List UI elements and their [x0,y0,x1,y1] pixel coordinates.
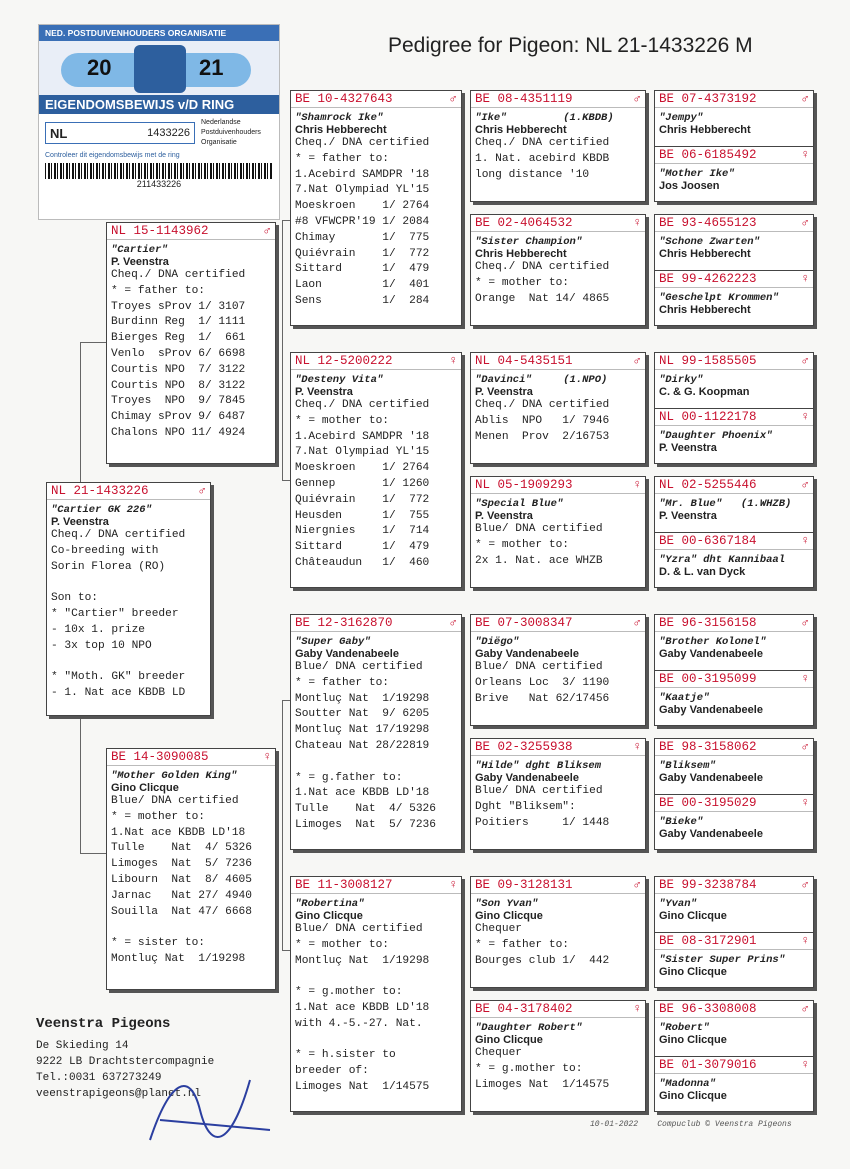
card-line: Quiévrain 1/ 772 [295,493,430,506]
pigeon-name: "Mr. Blue" (1.WHZB) [659,498,792,510]
ring-number: NL 15-1143962 [111,224,209,238]
ring-number: NL 02-5255446 [659,478,757,492]
sex-icon: ♀ [633,1002,641,1016]
sex-icon: ♂ [198,484,206,498]
card-line: - 10x 1. prize [51,623,145,636]
owner-name: Jos Joosen [659,180,720,192]
ring-number: BE 93-4655123 [659,216,757,230]
pedigree-card-gg-pair [654,1000,814,1112]
card-line: Heusden 1/ 755 [295,509,430,522]
owner-name: P. Veenstra [659,442,717,454]
card-line: Cheq./ DNA certified [111,269,246,281]
ring-number: BE 07-3008347 [475,616,573,630]
card-line [47,575,210,591]
pigeon-name: "Mother Golden King" [111,770,238,782]
card-line: Cheq./ DNA certified [475,399,610,411]
card-line: Blue/ DNA certified [295,661,423,673]
card-line: Jarnac Nat 27/ 4940 [111,889,252,902]
card-line: Montluç Nat 17/19298 [295,724,430,737]
pedigree-card-gg-pair [654,614,814,726]
ring-number: NL 12-5200222 [295,354,393,368]
ring-certificate [38,24,280,220]
card-line: 1.Acebird SAMDPR '18 [295,168,430,181]
pigeon-name: "Cartier GK 226" [51,504,152,516]
ring-number: BE 00-3195029 [659,796,757,810]
pigeon-name: "Yvan" [659,898,697,910]
card-line: * "Moth. GK" breeder [51,671,186,684]
card-line: * = father to: [111,284,205,297]
owner-name: Gaby Vandenabeele [295,648,399,660]
pigeon-name: "Yzra" dht Kannibaal [659,554,786,566]
card-line: Montluç Nat 1/19298 [111,952,246,965]
ring-number: BE 00-3195099 [659,672,757,686]
card-line: * = father to: [295,152,389,165]
card-line: * = h.sister to [295,1049,396,1062]
sex-icon: ♂ [801,478,809,492]
card-line: Cheq./ DNA certified [475,261,610,273]
card-line: * = mother to: [295,414,389,427]
sex-icon: ♂ [633,616,641,630]
ring-number: BE 07-4373192 [659,92,757,106]
sex-icon: ♂ [801,616,809,630]
sex-icon: ♀ [801,934,809,948]
card-line: long distance '10 [475,168,590,181]
card-line: Gennep 1/ 1260 [295,477,430,490]
card-line: Niergnies 1/ 714 [295,525,430,538]
card-line: Troyes sProv 1/ 3107 [111,300,246,313]
sex-icon: ♂ [801,878,809,892]
card-line: * = mother to: [295,938,389,951]
owner-name: P. Veenstra [295,386,353,398]
pedigree-card-fmm [470,476,646,588]
sex-icon: ♂ [801,92,809,106]
owner-name: Chris Hebberecht [475,248,567,260]
card-line [291,755,461,771]
card-line: Chequer [475,1047,522,1059]
owner-name: Chris Hebberecht [659,124,751,136]
card-line: Chimay sProv 9/ 6487 [111,411,246,424]
pedigree-card-mm [290,876,462,1112]
sex-icon: ♀ [801,672,809,686]
card-line: Blue/ DNA certified [475,523,603,535]
owner-name: Chris Hebberecht [295,124,387,136]
card-line: Cheq./ DNA certified [295,137,430,149]
sex-icon: ♀ [449,878,457,892]
owner-name: Chris Hebberecht [475,124,567,136]
ring-note: Controleer dit eigendomsbewijs met de ring [45,152,180,159]
owner-name: Gino Clicque [659,966,727,978]
ring-year-left: 20 [87,55,112,80]
pedigree-card-mff [470,614,646,726]
pigeon-name: "Diëgo" [475,636,520,648]
ring-number: BE 02-4064532 [475,216,573,230]
pedigree-card-gg-pair [654,90,814,202]
card-line: Souilla Nat 47/ 6668 [111,905,252,918]
pedigree-card-mmf [470,876,646,988]
card-line: * = father to: [475,938,569,951]
owner-name: P. Veenstra [475,510,533,522]
card-line: Menen Prov 2/16753 [475,430,610,443]
card-line: Montluç Nat 1/19298 [295,692,430,705]
ring-number: BE 14-3090085 [111,750,209,764]
pigeon-name: "Robert" [659,1022,710,1034]
card-line: Blue/ DNA certified [475,661,603,673]
ring-number: NL 04-5435151 [475,354,573,368]
sex-icon: ♀ [449,354,457,368]
card-line: Châteaudun 1/ 460 [295,556,430,569]
owner-name: C. & G. Koopman [659,386,750,398]
ring-side-1: Nederlandse [201,119,241,126]
pedigree-card-fff [470,90,646,202]
sex-icon: ♂ [801,354,809,368]
card-line: - 3x top 10 NPO [51,639,152,652]
card-line: Sens 1/ 284 [295,294,430,307]
ring-number: BE 09-3128131 [475,878,573,892]
owner-name: Gaby Vandenabeele [659,828,763,840]
owner-name: P. Veenstra [51,516,109,528]
pedigree-card-main [46,482,211,716]
card-line: * = sister to: [111,937,205,950]
card-line: Bourges club 1/ 442 [475,954,610,967]
owner-name: Gino Clicque [475,1034,543,1046]
card-line: Tulle Nat 4/ 5326 [111,842,252,855]
card-line: Troyes NPO 9/ 7845 [111,395,246,408]
sex-icon: ♀ [801,410,809,424]
pigeon-name: "Daughter Robert" [475,1022,583,1034]
pedigree-card-father [106,222,276,464]
card-line: * = g.father to: [295,771,403,784]
barcode-number: 211433226 [136,179,182,189]
pigeon-name: "Schone Zwarten" [659,236,760,248]
card-line: 1.Nat ace KBDB LD'18 [111,826,246,839]
card-line: Cheq./ DNA certified [295,399,430,411]
card-line: Courtis NPO 8/ 3122 [111,379,246,392]
pigeon-name: "Bieke" [659,816,704,828]
ring-number: BE 02-3255938 [475,740,573,754]
sex-icon: ♀ [633,216,641,230]
card-line: Blue/ DNA certified [475,785,603,797]
owner-name: D. & L. van Dyck [659,566,746,578]
ring-number: BE 12-3162870 [295,616,393,630]
card-line: * = mother to: [475,538,569,551]
owner-name: Gino Clicque [111,782,179,794]
page-title: Pedigree for Pigeon: NL 21-1433226 M [388,34,753,57]
breeder-city: 9222 LB Drachtstercompagnie [36,1056,215,1068]
card-line: Chalons NPO 11/ 4924 [111,426,246,439]
card-line: Soutter Nat 9/ 6205 [295,708,430,721]
card-line: breeder of: [295,1065,369,1078]
sex-icon: ♀ [633,740,641,754]
owner-name: Gaby Vandenabeele [659,772,763,784]
pedigree-card-gg-pair [654,738,814,850]
card-line: Cheq./ DNA certified [51,529,186,541]
card-line: * = mother to: [111,810,205,823]
card-line: 7.Nat Olympiad YL'15 [295,446,430,459]
card-line: Chimay 1/ 775 [295,231,430,244]
sex-icon: ♀ [801,796,809,810]
pigeon-name: "Ike" (1.KBDB) [475,112,614,124]
card-line: with 4.-5.-27. Nat. [295,1017,423,1030]
pigeon-name: "Bliksem" [659,760,716,772]
ring-number: NL 99-1585505 [659,354,757,368]
ring-number: BE 10-4327643 [295,92,393,106]
card-line: Sittard 1/ 479 [295,541,430,554]
pedigree-card-fmf [470,352,646,464]
pigeon-name: "Hilde" dght Bliksem [475,760,602,772]
card-line: Sittard 1/ 479 [295,263,430,276]
owner-name: Gino Clicque [475,910,543,922]
pigeon-name: "Robertina" [295,898,365,910]
card-line: Limoges Nat 5/ 7236 [111,858,252,871]
owner-name: Gino Clicque [659,910,727,922]
card-line: Libourn Nat 8/ 4605 [111,873,252,886]
card-line: 2x 1. Nat. ace WHZB [475,554,603,567]
ring-org: NED. POSTDUIVENHOUDERS ORGANISATIE [39,25,279,41]
card-line: Moeskroen 1/ 2764 [295,200,430,213]
pigeon-name: "Special Blue" [475,498,564,510]
ring-number: BE 08-3172901 [659,934,757,948]
ring-number: BE 00-6367184 [659,534,757,548]
sex-icon: ♂ [449,92,457,106]
pigeon-name: "Cartier" [111,244,168,256]
footer-date: 10-01-2022 [590,1120,639,1129]
owner-name: Chris Hebberecht [659,304,751,316]
signature-icon [130,1060,290,1150]
pedigree-card-mfm [470,738,646,850]
card-line: Orleans Loc 3/ 1190 [475,676,610,689]
card-line: 1.Acebird SAMDPR '18 [295,430,430,443]
sex-icon: ♂ [449,616,457,630]
card-line: * = mother to: [475,276,569,289]
pedigree-card-ffm [470,214,646,326]
ring-number: BE 08-4351119 [475,92,573,106]
ring-side-2: Postduivenhouders [201,129,261,136]
owner-name: Gaby Vandenabeele [659,648,763,660]
card-line: - 1. Nat ace KBDB LD [51,686,186,699]
lion-logo-icon [134,45,186,93]
card-line: Chateau Nat 28/22819 [295,739,430,752]
pedigree-card-ff [290,90,462,326]
card-line: Dght "Bliksem": [475,800,576,813]
pedigree-card-gg-pair [654,214,814,326]
breeder-phone: Tel.:0031 637273249 [36,1072,162,1084]
sex-icon: ♂ [801,1002,809,1016]
sex-icon: ♂ [263,224,271,238]
barcode-icon [45,163,273,179]
card-line: Moeskroen 1/ 2764 [295,462,430,475]
card-line: Brive Nat 62/17456 [475,692,610,705]
card-line [291,1033,461,1049]
card-line: Ablis NPO 1/ 7946 [475,414,610,427]
ring-number: BE 99-3238784 [659,878,757,892]
card-line: Blue/ DNA certified [111,795,239,807]
sex-icon: ♂ [633,878,641,892]
card-line: Venlo sProv 6/ 6698 [111,347,246,360]
card-line: 1.Nat ace KBDB LD'18 [295,1001,430,1014]
card-line [291,969,461,985]
card-line [107,920,275,936]
pigeon-name: "Kaatje" [659,692,710,704]
pedigree-card-mf [290,614,462,850]
pigeon-name: "Shamrock Ike" [295,112,384,124]
pigeon-name: "Daughter Phoenix" [659,430,773,442]
card-line: Cheq./ DNA certified [475,137,610,149]
ring-year-right: 21 [199,55,224,80]
sex-icon: ♂ [801,216,809,230]
card-line: Blue/ DNA certified [295,923,423,935]
pedigree-card-mmm [470,1000,646,1112]
card-line: Quiévrain 1/ 772 [295,247,430,260]
footer [590,1120,792,1129]
card-line: Limoges Nat 5/ 7236 [295,818,436,831]
ring-number: BE 99-4262223 [659,272,757,286]
pedigree-card-fm [290,352,462,588]
ring-number: NL 00-1122178 [659,410,757,424]
pigeon-name: "Super Gaby" [295,636,371,648]
pigeon-name: "Dirky" [659,374,704,386]
card-line: Poitiers 1/ 1448 [475,816,610,829]
ring-side-3: Organisatie [201,139,237,146]
card-line: #8 VFWCPR'19 1/ 2084 [295,215,430,228]
owner-name: Gino Clicque [659,1090,727,1102]
pedigree-card-gg-pair [654,876,814,988]
pigeon-name: "Madonna" [659,1078,716,1090]
ring-label: EIGENDOMSBEWIJS v/D RING [39,95,279,114]
card-line: Bierges Reg 1/ 661 [111,332,246,345]
pigeon-name: "Geschelpt Krommen" [659,292,779,304]
card-line: * = g.mother to: [295,986,403,999]
owner-name: Gaby Vandenabeele [475,772,579,784]
sex-icon: ♀ [263,750,271,764]
owner-name: P. Veenstra [111,256,169,268]
card-line: Chequer [475,923,522,935]
ring-number: BE 04-3178402 [475,1002,573,1016]
ring-number: BE 01-3079016 [659,1058,757,1072]
card-line: Limoges Nat 1/14575 [295,1080,430,1093]
owner-name: P. Veenstra [475,386,533,398]
owner-name: Gino Clicque [295,910,363,922]
card-line: Courtis NPO 7/ 3122 [111,363,246,376]
pedigree-card-gg-pair [654,352,814,464]
pigeon-name: "Brother Kolonel" [659,636,767,648]
card-line: Son to: [51,592,98,605]
sex-icon: ♀ [801,148,809,162]
ring-number: NL 05-1909293 [475,478,573,492]
card-line: Tulle Nat 4/ 5326 [295,803,436,816]
pigeon-name: "Sister Super Prins" [659,954,786,966]
sex-icon: ♀ [801,534,809,548]
card-line: Montluç Nat 1/19298 [295,954,430,967]
sex-icon: ♂ [801,740,809,754]
breeder-name: Veenstra Pigeons [36,1016,171,1032]
pigeon-name: "Son Yvan" [475,898,539,910]
sex-icon: ♀ [633,478,641,492]
ring-number: BE 96-3308008 [659,1002,757,1016]
card-line: 1. Nat. acebird KBDB [475,152,610,165]
sex-icon: ♀ [801,1058,809,1072]
card-line: Sorin Florea (RO) [51,560,166,573]
footer-credit: Compuclub © Veenstra Pigeons [657,1120,792,1129]
owner-name: Gino Clicque [659,1034,727,1046]
card-line: * = father to: [295,676,389,689]
ring-number: BE 96-3156158 [659,616,757,630]
ring-number: BE 06-6185492 [659,148,757,162]
owner-name: P. Veenstra [659,510,717,522]
owner-name: Chris Hebberecht [659,248,751,260]
owner-name: Gaby Vandenabeele [659,704,763,716]
breeder-street: De Skieding 14 [36,1040,129,1052]
pedigree-card-gg-pair [654,476,814,588]
card-line: Limoges Nat 1/14575 [475,1078,610,1091]
pigeon-name: "Mother Ike" [659,168,735,180]
sex-icon: ♀ [801,272,809,286]
pigeon-name: "Jempy" [659,112,704,124]
owner-name: Gaby Vandenabeele [475,648,579,660]
sex-icon: ♂ [633,354,641,368]
card-line: * = g.mother to: [475,1062,583,1075]
ring-number: 1433226 [147,127,190,139]
ring-number: BE 11-3008127 [295,878,393,892]
pigeon-name: "Desteny Vita" [295,374,384,386]
card-line: Co-breeding with [51,544,159,557]
pedigree-card-mother [106,748,276,990]
breeder-email: veenstrapigeons@planet.nl [36,1088,202,1100]
pigeon-name: "Davinci" (1.NPO) [475,374,608,386]
sex-icon: ♂ [633,92,641,106]
ring-number: BE 98-3158062 [659,740,757,754]
card-line: 1.Nat ace KBDB LD'18 [295,787,430,800]
card-line: 7.Nat Olympiad YL'15 [295,184,430,197]
card-line [47,654,210,670]
ring-country: NL [50,125,68,141]
ring-number: NL 21-1433226 [51,484,149,498]
card-line: Orange Nat 14/ 4865 [475,292,610,305]
card-line: Laon 1/ 401 [295,279,430,292]
card-line: * "Cartier" breeder [51,607,179,620]
pigeon-name: "Sister Champion" [475,236,583,248]
card-line: Burdinn Reg 1/ 1111 [111,316,246,329]
